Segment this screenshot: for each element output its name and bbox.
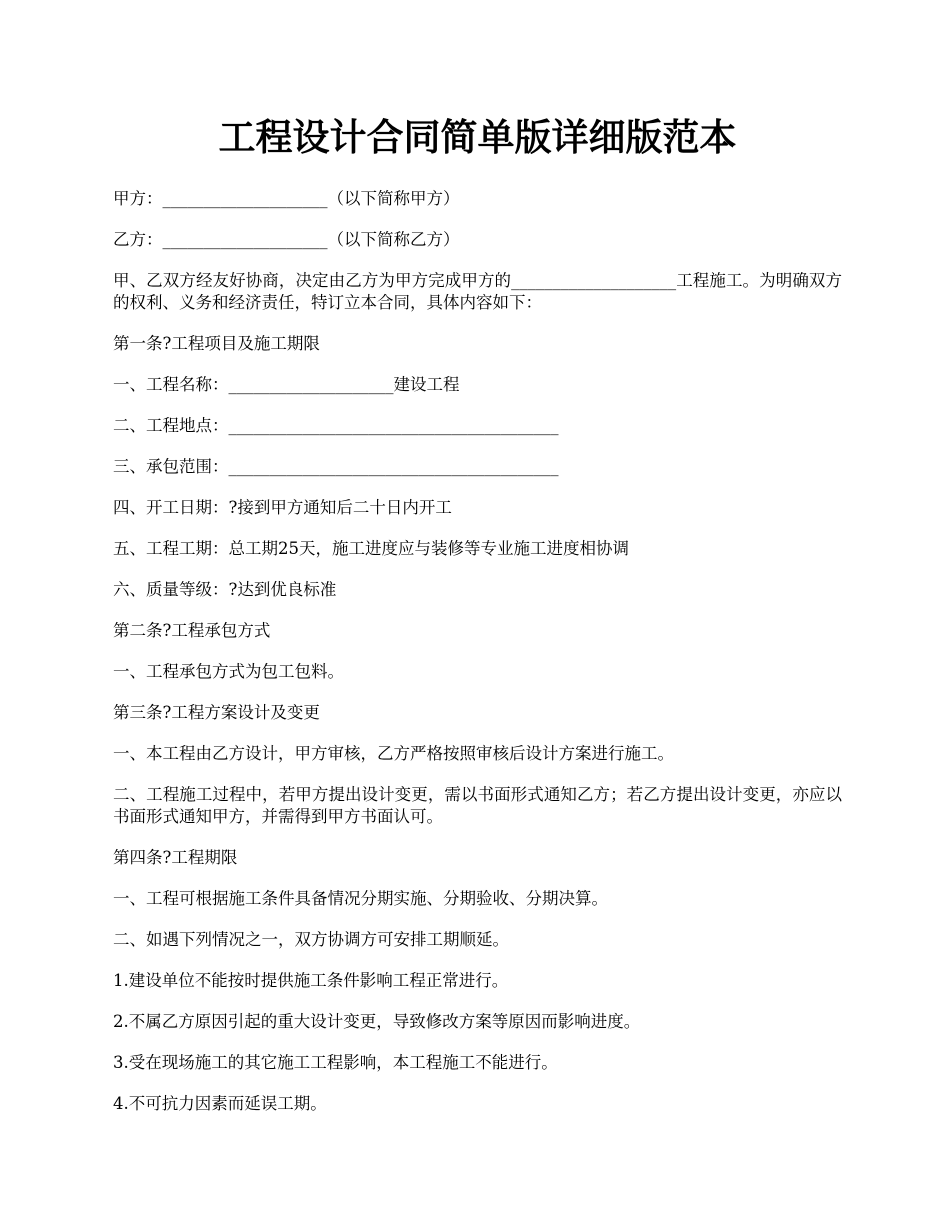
project-location-line: 二、工程地点：________________________________________: [113, 416, 559, 435]
article-4-heading: 第四条?工程期限: [113, 848, 238, 867]
article-3-heading: 第三条?工程方案设计及变更: [113, 703, 320, 722]
phased-implementation-line: 一、工程可根据施工条件具备情况分期实施、分期验收、分期决算。: [113, 889, 608, 908]
list-item: 3.受在现场施工的其它施工工程影响，本工程施工不能进行。: [113, 1053, 558, 1072]
design-change-paragraph: 二、工程施工过程中，若甲方提出设计变更，需以书面形式通知乙方；若乙方提出设计变更，亦应以书面形式通知甲方，并需得到甲方书面认可。: [113, 785, 842, 826]
duration-line: 五、工程工期：总工期25天，施工进度应与装修等专业施工进度相协调: [113, 539, 629, 558]
list-item: 4.不可抗力因素而延误工期。: [113, 1094, 327, 1113]
extension-conditions-line: 二、如遇下列情况之一，双方协调方可安排工期顺延。: [113, 930, 509, 949]
quality-grade-line: 六、质量等级：?达到优良标准: [113, 580, 337, 599]
document-title: 工程设计合同简单版详细版范本: [218, 115, 737, 159]
party-b-line: 乙方：____________________（以下简称乙方）: [113, 230, 460, 249]
preamble-paragraph: 甲、乙双方经友好协商，决定由乙方为甲方完成甲方的____________________工程施工。为明确双方的权利、义务和经济责任，特订立本合同，具体内容如下：: [113, 271, 842, 312]
contract-method-line: 一、工程承包方式为包工包料。: [113, 662, 344, 681]
start-date-line: 四、开工日期：?接到甲方通知后二十日内开工: [113, 498, 452, 517]
design-review-paragraph: 一、本工程由乙方设计，甲方审核，乙方严格按照审核后设计方案进行施工。: [113, 744, 674, 763]
contract-scope-line: 三、承包范围：________________________________________: [113, 457, 559, 476]
list-item: 2.不属乙方原因引起的重大设计变更，导致修改方案等原因而影响进度。: [113, 1012, 641, 1031]
list-item: 1.建设单位不能按时提供施工条件影响工程正常进行。: [113, 971, 509, 990]
article-1-heading: 第一条?工程项目及施工期限: [113, 334, 320, 353]
party-a-line: 甲方：____________________（以下简称甲方）: [113, 189, 460, 208]
article-2-heading: 第二条?工程承包方式: [113, 621, 271, 640]
project-name-line: 一、工程名称：____________________建设工程: [113, 375, 460, 394]
